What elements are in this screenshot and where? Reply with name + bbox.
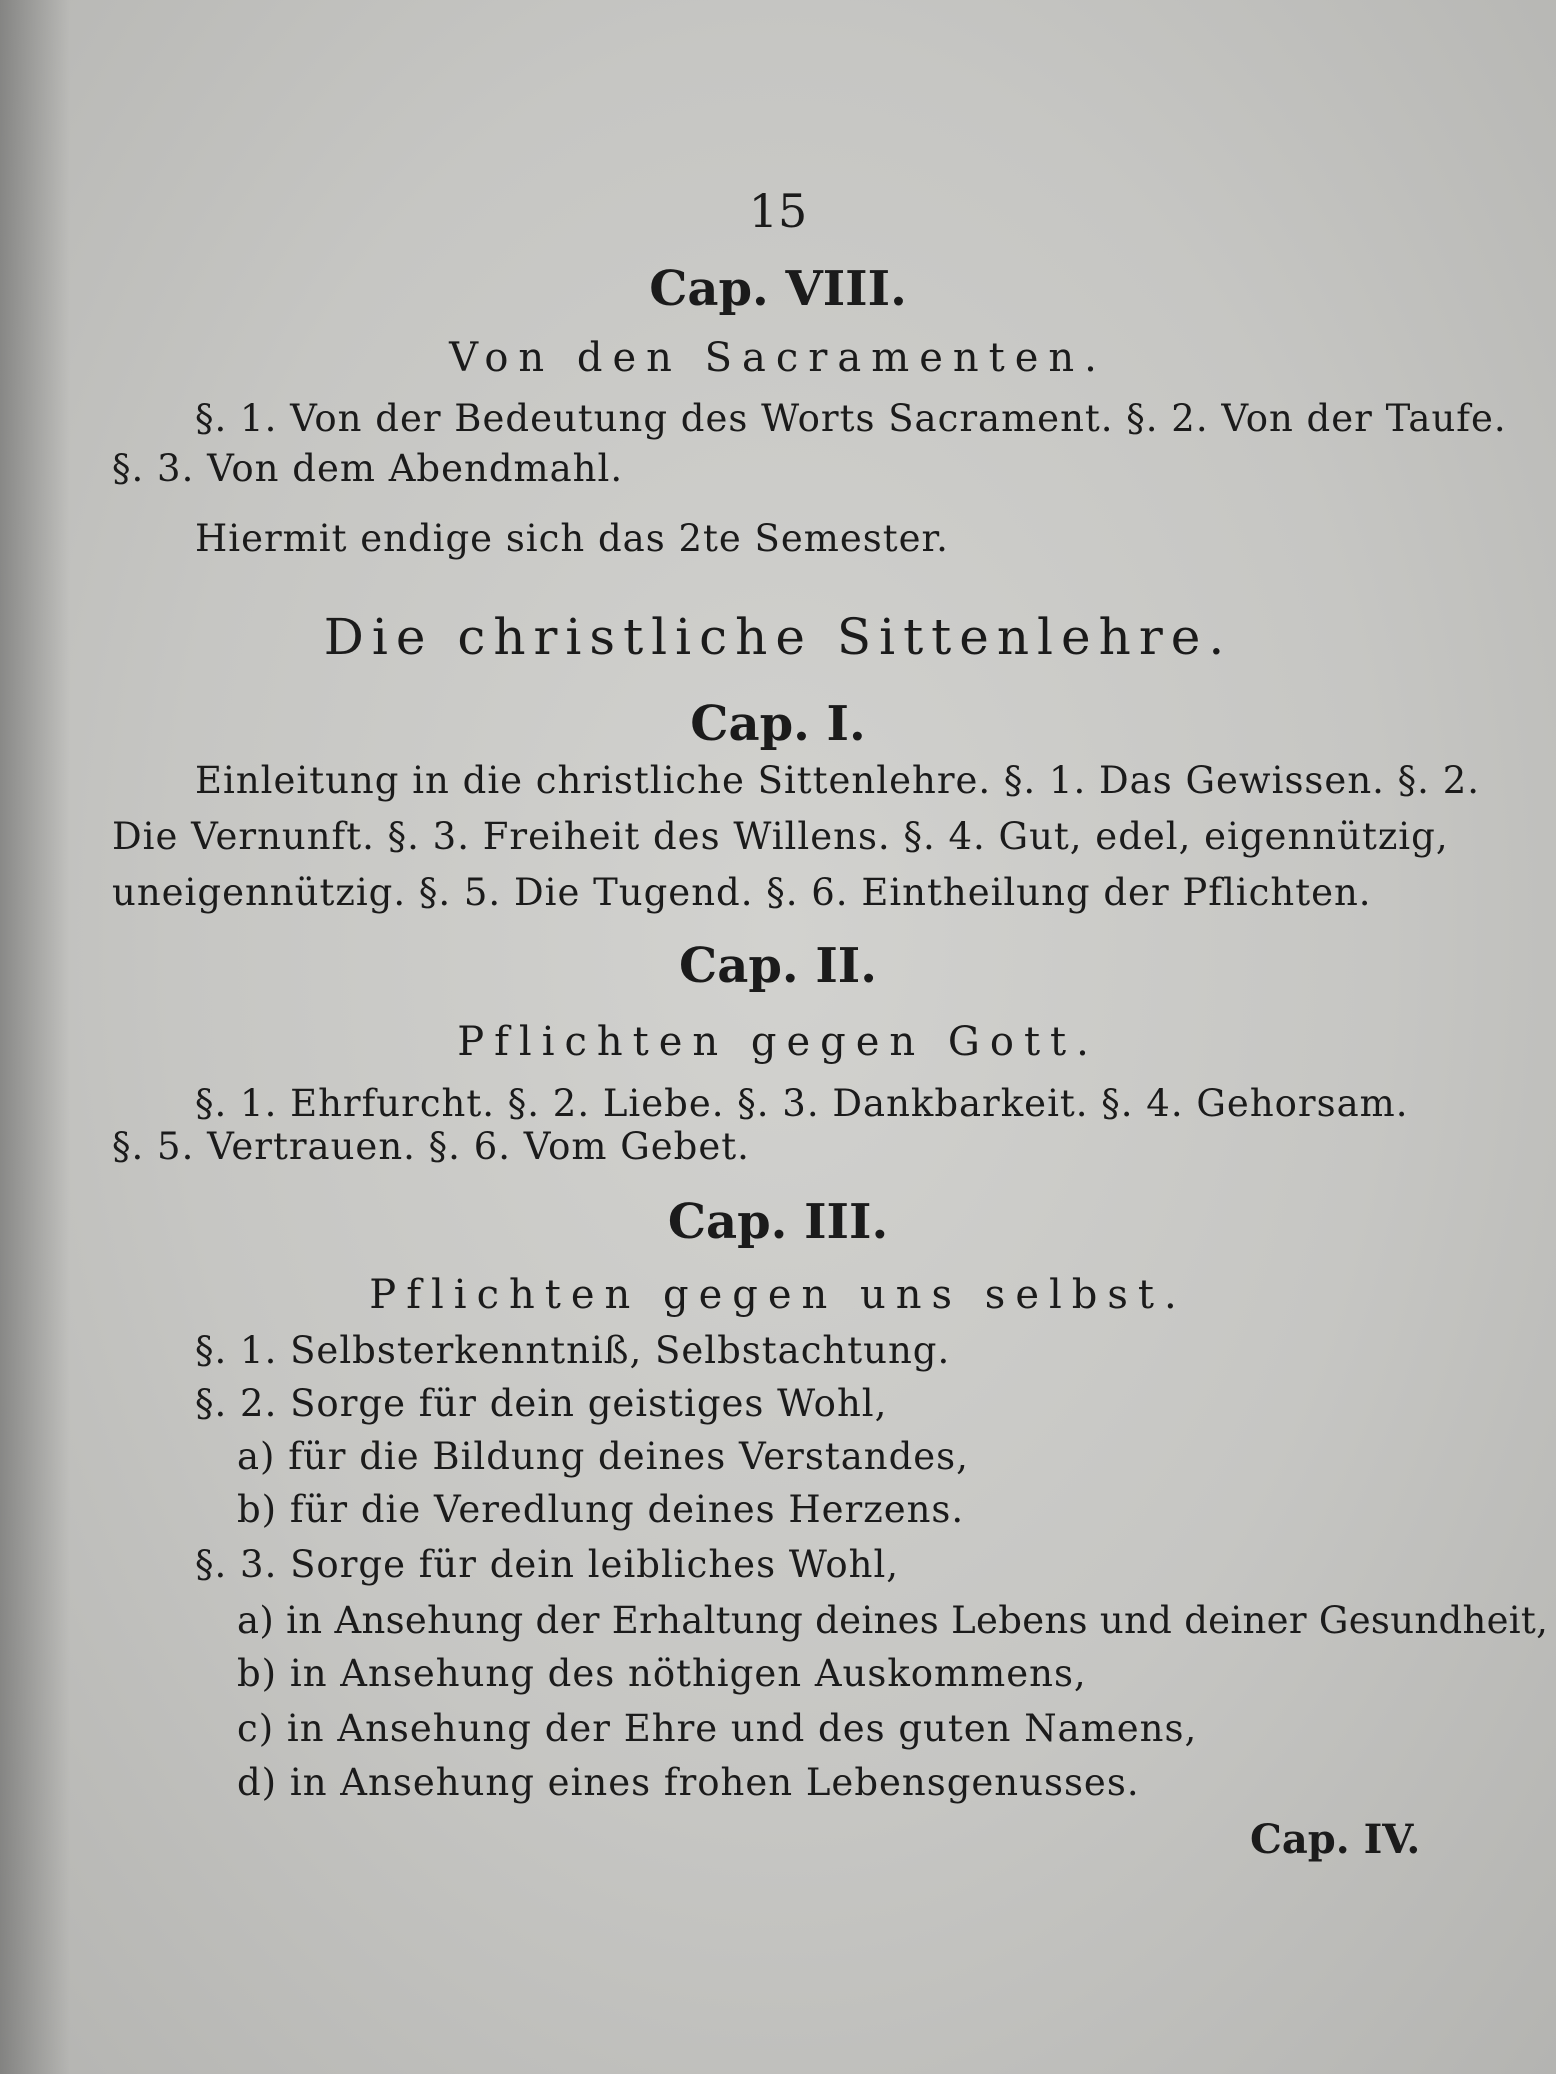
chapter-3-line: c) in Ansehung der Ehre und des guten Namens, (237, 1707, 1198, 1750)
chapter-2-subtitle: Pflichten gegen Gott. (457, 1019, 1099, 1065)
chapter-3-line: a) für die Bildung deines Verstandes, (237, 1435, 969, 1478)
chapter-3-line: d) in Ansehung eines frohen Lebensgenusses. (237, 1761, 1140, 1804)
chapter-3-line: b) in Ansehung des nöthigen Auskommens, (237, 1652, 1087, 1695)
page-number: 15 (748, 184, 808, 238)
part-title: Die christliche Sittenlehre. (323, 608, 1233, 666)
chapter-2-line-2: §. 5. Vertrauen. §. 6. Vom Gebet. (112, 1125, 750, 1168)
chapter-8-line-1: §. 1. Von der Bedeutung des Worts Sacrament. §. 2. Von der Taufe. (195, 397, 1507, 440)
semester-note: Hiermit endige sich das 2te Semester. (195, 517, 949, 560)
chapter-1-line-3: uneigennützig. §. 5. Die Tugend. §. 6. Eintheilung der Pflichten. (112, 871, 1372, 914)
chapter-3-line: a) in Ansehung der Erhaltung deines Lebens und deiner Gesundheit, (237, 1599, 1549, 1642)
chapter-1-line-1: Einleitung in die christliche Sittenlehre. §. 1. Das Gewissen. §. 2. (195, 759, 1480, 802)
chapter-1-line-2: Die Vernunft. §. 3. Freiheit des Willens. §. 4. Gut, edel, eigennützig, (112, 815, 1449, 858)
catchword: Cap. IV. (1250, 1816, 1421, 1863)
chapter-8-title: Cap. VIII. (649, 261, 907, 317)
chapter-3-line: b) für die Veredlung deines Herzens. (237, 1488, 965, 1531)
chapter-8-subtitle: Von den Sacramenten. (449, 335, 1107, 381)
chapter-1-title: Cap. I. (690, 696, 866, 752)
chapter-8-line-2: §. 3. Von dem Abendmahl. (112, 447, 624, 490)
chapter-3-line: §. 1. Selbsterkenntniß, Selbstachtung. (195, 1329, 951, 1372)
chapter-2-line-1: §. 1. Ehrfurcht. §. 2. Liebe. §. 3. Dankbarkeit. §. 4. Gehorsam. (195, 1082, 1409, 1125)
chapter-3-line: §. 2. Sorge für dein geistiges Wohl, (195, 1382, 888, 1425)
chapter-2-title: Cap. II. (679, 938, 877, 994)
chapter-3-subtitle: Pflichten gegen uns selbst. (369, 1272, 1187, 1318)
chapter-3-title: Cap. III. (667, 1194, 889, 1250)
chapter-3-line: §. 3. Sorge für dein leibliches Wohl, (195, 1543, 900, 1586)
